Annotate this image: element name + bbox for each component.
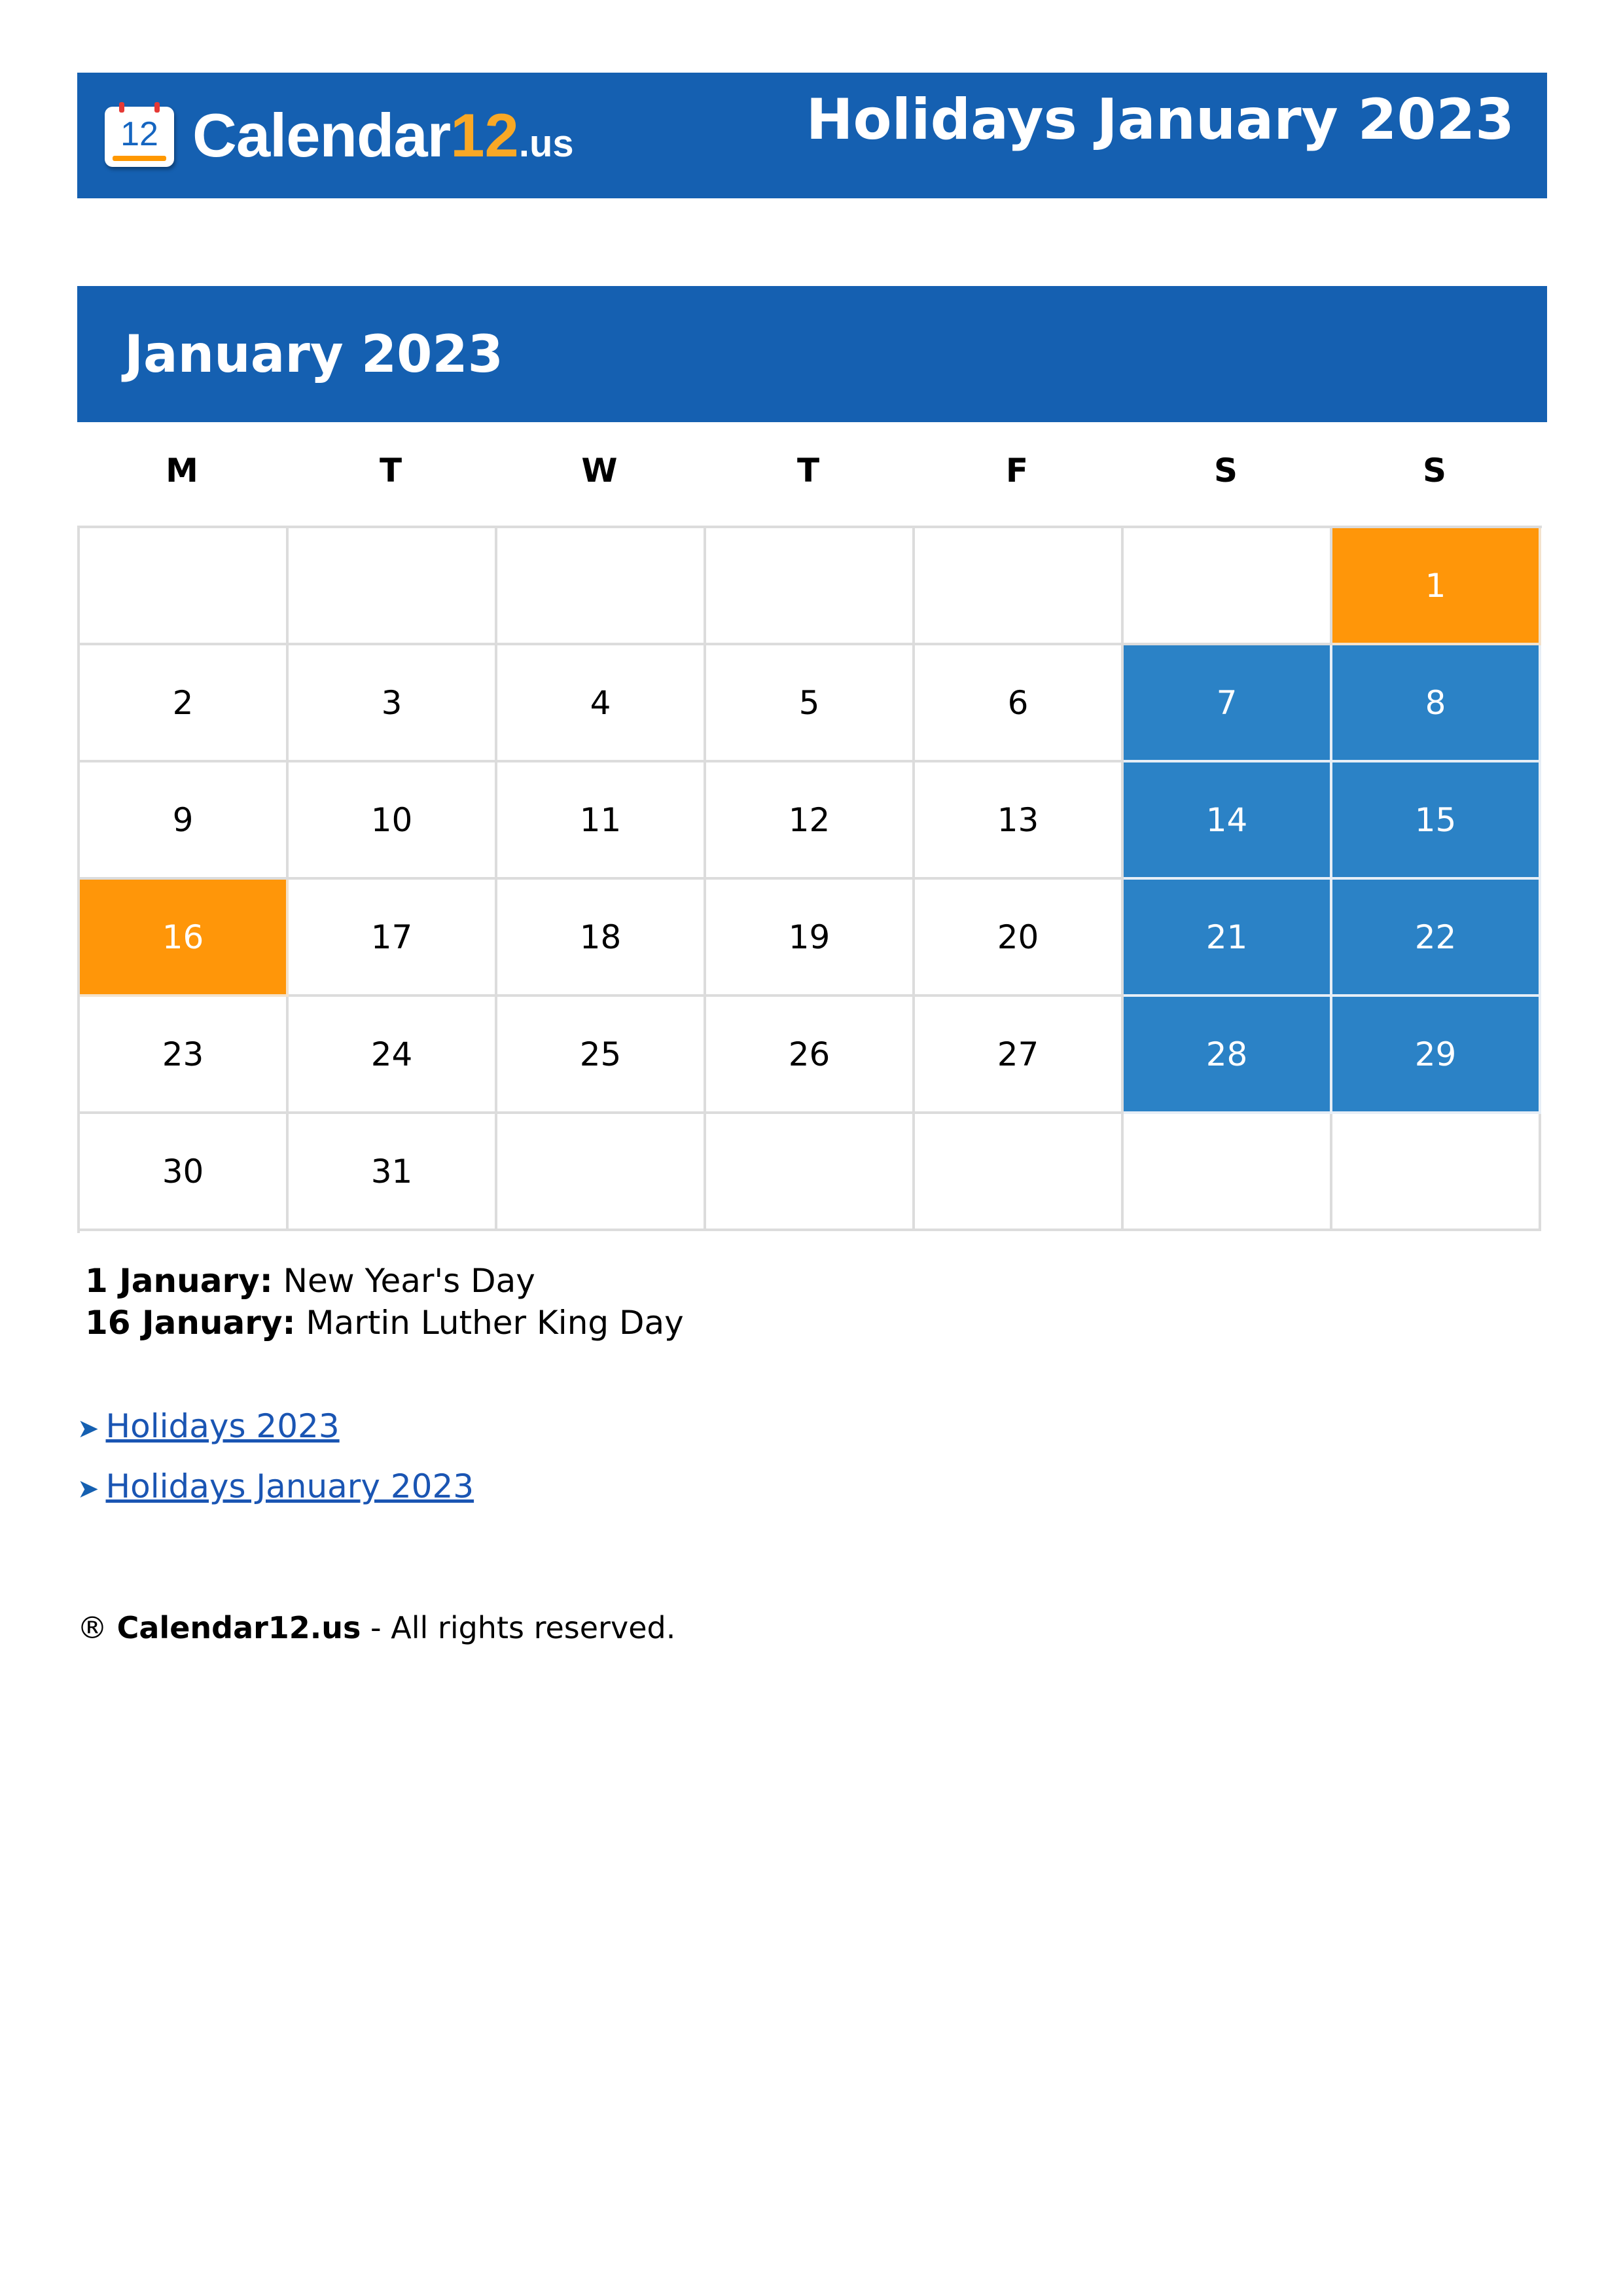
empty-day-cell [1332,1114,1541,1231]
month-header [77,286,1547,422]
day-cell[interactable]: 3 [289,645,497,762]
day-cell[interactable]: 12 [706,762,915,880]
empty-day-cell [706,1114,915,1231]
holiday-date: 16 January: [85,1304,296,1342]
weekday-label: S [1422,452,1446,490]
weekday-header-row [77,452,1543,497]
day-cell[interactable]: 6 [915,645,1124,762]
day-cell[interactable]: 8 [1332,645,1541,762]
month-title: January 2023 [124,325,503,384]
logo-tld: .us [518,122,574,165]
day-cell[interactable]: 23 [80,997,289,1114]
calendar-grid [77,526,1542,1233]
empty-day-cell [1124,528,1332,645]
day-cell[interactable]: 17 [289,880,497,997]
page-header [77,73,1547,198]
day-cell[interactable]: 27 [915,997,1124,1114]
footer-brand: Calendar12.us [116,1610,361,1645]
weekday-label: M [166,452,198,490]
footer-text: - All rights reserved. [370,1610,676,1645]
weekday-label: W [581,452,618,490]
day-cell[interactable]: 7 [1124,645,1332,762]
day-cell[interactable]: 5 [706,645,915,762]
holiday-item [85,1260,684,1302]
day-cell[interactable]: 24 [289,997,497,1114]
day-cell[interactable]: 10 [289,762,497,880]
holiday-name: Martin Luther King Day [306,1304,684,1342]
calendar-logo-icon[interactable] [105,107,174,167]
empty-day-cell [1124,1114,1332,1231]
day-cell[interactable]: 29 [1332,997,1541,1114]
day-cell[interactable]: 14 [1124,762,1332,880]
day-cell[interactable]: 13 [915,762,1124,880]
day-cell[interactable]: 26 [706,997,915,1114]
day-cell[interactable]: 2 [80,645,289,762]
weekday-label: T [796,452,820,490]
weekday-label: T [379,452,402,490]
holiday-date: 1 January: [85,1262,273,1300]
day-cell[interactable]: 19 [706,880,915,997]
day-cell[interactable]: 25 [497,997,706,1114]
holiday-link[interactable]: Holidays January 2023 [105,1467,474,1505]
day-cell[interactable]: 9 [80,762,289,880]
logo-accent: 12 [450,101,519,170]
day-cell[interactable]: 20 [915,880,1124,997]
link-item [77,1407,474,1467]
day-cell[interactable]: 15 [1332,762,1541,880]
empty-day-cell [497,1114,706,1231]
day-cell[interactable]: 22 [1332,880,1541,997]
empty-day-cell [80,528,289,645]
day-cell[interactable]: 30 [80,1114,289,1231]
holiday-item [85,1302,684,1344]
link-item [77,1467,474,1528]
logo-name: Calendar [192,101,451,170]
footer [77,1610,675,1645]
page-title: Holidays January 2023 [806,87,1514,152]
logo-icon-number: 12 [120,115,158,153]
site-logo[interactable] [192,100,574,171]
empty-day-cell [289,528,497,645]
related-links [77,1407,474,1528]
day-cell[interactable]: 21 [1124,880,1332,997]
empty-day-cell [915,528,1124,645]
day-cell[interactable]: 18 [497,880,706,997]
holiday-name: New Year's Day [283,1262,535,1300]
day-cell[interactable]: 31 [289,1114,497,1231]
weekday-label: S [1213,452,1238,490]
registered-symbol: ® [77,1610,107,1645]
empty-day-cell [706,528,915,645]
day-cell[interactable]: 1 [1332,528,1541,645]
day-cell[interactable]: 16 [80,880,289,997]
holiday-link[interactable]: Holidays 2023 [105,1407,340,1445]
empty-day-cell [497,528,706,645]
weekday-label: F [1005,452,1029,490]
day-cell[interactable]: 4 [497,645,706,762]
empty-day-cell [915,1114,1124,1231]
day-cell[interactable]: 11 [497,762,706,880]
holiday-list [85,1260,684,1344]
arrow-icon: ➤ [77,1414,99,1444]
arrow-icon: ➤ [77,1474,99,1504]
day-cell[interactable]: 28 [1124,997,1332,1114]
